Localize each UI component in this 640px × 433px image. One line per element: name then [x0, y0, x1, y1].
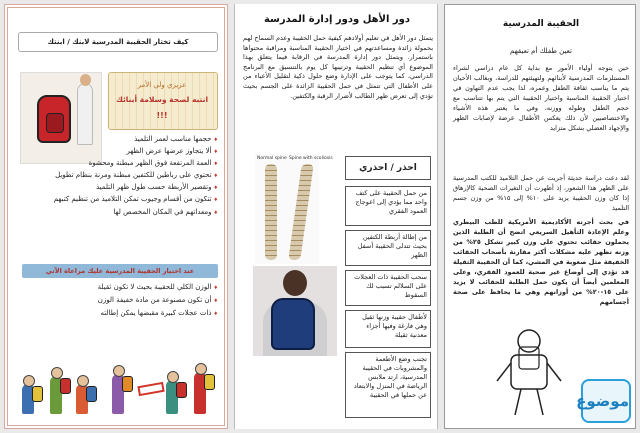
list-item: ♦ وتقصير الأربطة حسب طول ظهر التلميذ: [22, 182, 218, 194]
selection-banner: عند اختيار الحقيبة المدرسية عليك مراعاة الآتي: [22, 264, 218, 278]
panel2-title: دور الأهل ودور إدارة المدرسة: [263, 14, 411, 25]
list-item: ♦ تتكون من أقسام وجيوب تمكن التلاميذ من تنظيم كتبهم: [22, 194, 218, 206]
list-item: ♦ ذات عجلات كبيرة مقبضها يمكن إطالته: [22, 307, 218, 320]
scoliosis-spine-icon: [288, 164, 313, 260]
list-item: ♦ حجمها مناسب لعمر التلميذ: [22, 134, 218, 146]
backpack-icon: [271, 298, 315, 350]
boy-with-backpack-image: [253, 266, 337, 356]
student-cartoon-icon: [489, 323, 569, 419]
panel1-title: كيف تختار الحقيبة المدرسية لابنك / ابنتك: [18, 32, 218, 52]
warning-item: لأطفال حقيبة وزنها ثقيل وهي فارغة وفيها أجزاء معدنية ثقيلة: [345, 310, 431, 348]
warning-item: تجنب وضع الأطعمة والمشروبات في الحقيبة المدرسية، ارتد ملابس الرياضة في المنزل والابتعاد عن حملها في الحقيبة: [345, 352, 431, 418]
wooden-sign: [108, 72, 218, 130]
normal-spine-icon: [265, 164, 277, 260]
child-icon: [76, 384, 88, 414]
logo-text: موضوع: [576, 392, 629, 410]
child-icon: [112, 374, 124, 414]
panel-choose-bag: [4, 4, 228, 429]
list-item: ♦ أن تكون مصنوعة من مادة خفيفة الوزن: [22, 294, 218, 307]
warning-item: من حمل الحقيبة على كتف واحد مما يؤدي إلى اعوجاج العمود الفقري: [345, 186, 431, 226]
warning-item: سحب الحقيبة ذات العجلات على السلالم تسبب لك السقوط: [345, 270, 431, 306]
child-icon: [50, 376, 62, 414]
panel3-title: الحقيبة المدرسية: [502, 19, 580, 29]
wood-sign-line1: عزيزي ولي الأمر: [137, 81, 187, 89]
intro-paragraph: حين يتوجه أولياء الأمور مع بداية كل عام دراسي لشراء المستلزمات المدرسية لأبنائهم ولتهيئتهم للدراسة، وبغالب الأحيان يتم ما يناسب ثقافة الطفل وعمره، لذا يجب عدم التهاون في اختيار الحقيبة المناسبة واختيار الحقيبة التي يتم بها تتناسب مع حجم الطفل وطوله ووزنه، وفي ما يعتبر هذه الأشياء والاختصاصيين لأن ذلك يعكس الأطفال عرضة لإصابات الظهر والإجهاد العضلي بشكل متزايد: [453, 64, 629, 132]
research-paragraph: في بحث أجرته الأكاديمية الأمريكية للطب البيطري وعلم الإعادة التأهيل السريعي اتضح أن الطلبة الذين يحملون حقائب تحتوي على وزن كبير تشكل ٢٥% من وزنه تظهر عليه مشكلات أكثر مقارنة بأصحاب الحقائب الخفيفة مثل صعوبة في المشي، كما أن الحقيبة الثقيلة قد تؤدي إلى أوضاع غير صحية للعمود الفقري، وعلى المعلمين أيضاً أن يكون حمل الطلبة للحقائب لا يزيد على ١٥-٢٠% من أوزانهم وهي ما يحافظ على صحة أجسامهم: [453, 218, 629, 306]
list-item: ♦ تحتوي على رباطين للكتفين مبطنة ومرنة بنظام تطويل: [22, 170, 218, 182]
wood-sign-line3: !!!: [156, 111, 168, 120]
child-icon: [194, 372, 206, 414]
warning-item: من إطالة أربطة الكتفين بحيث تتدلى الحقيبة أسفل الظهر: [345, 230, 431, 266]
bag-criteria-list: [22, 134, 218, 219]
panel-school-bag: [444, 4, 636, 429]
warning-title: احذر / احذري: [345, 156, 431, 180]
selection-list: [22, 281, 218, 320]
spine-label-normal: Normal spine: [257, 156, 287, 161]
list-item: ♦ ومعداتهم في المكان المخصص لها: [22, 207, 218, 219]
wood-sign-line2: انتبه لصحة وسلامة أبنائك: [115, 95, 209, 104]
spine-comparison-image: [255, 154, 333, 264]
children-with-bags-illustration: [16, 344, 220, 414]
study-paragraph: لقد دعت دراسة حديثة أجريت عن حمل التلاميذ للكتب المدرسية على الظهر هذا الشعور، إذ أظهرت أن التغيرات الصحية كالإرهاق إذا كان وزن الحقيبة يزيد على ١٠% إلى ١٥% من وزن جسم التلميذ: [453, 174, 630, 212]
site-logo: [576, 379, 631, 423]
panel-roles: [234, 4, 438, 429]
list-item: ♦ ألا يتجاوز عرضها عرض الظهر: [22, 146, 218, 158]
panel3-subtitle: تعين طفلك أم تعيقهم: [510, 47, 572, 55]
child-icon: [166, 380, 178, 414]
child-icon: [22, 384, 34, 414]
spine-label-scoliosis: Spine with scoliosis: [289, 156, 333, 161]
list-item: ♦ الوزن الكلي للحقيبة بحيث لا تكون ثقيلة: [22, 281, 218, 294]
roles-paragraph: يتمثل دور الأهل في تعليم أولادهم كيفية حمل الحقيبة وعدم السماح لهم بحمولة زائدة ومساعدتهم في اختيار الحقيبة المناسبة ومراقبة محتواها باستمرار. ويتمثل دور إدارة المدرسة في الرقابة فيما يتعلق بهذا الموضوع أي تنظيم الحقيبة وترتيبها كل يوم بالتنسيق مع البرنامج الدراسي، كما يتوجب على الإدارة وضع حلول ذكية لتقليل الأعباء من على الأطفال التي تتمثل في حمل الحقيبة الزائدة على الجسم بحيث تؤدي إلى تعرض ظهر الطالب لأضرار الرقبة والكتفين.: [243, 34, 433, 100]
list-item: ♦ العمة المرتفعة فوق الظهر مبطنة ومحشوة: [22, 158, 218, 170]
